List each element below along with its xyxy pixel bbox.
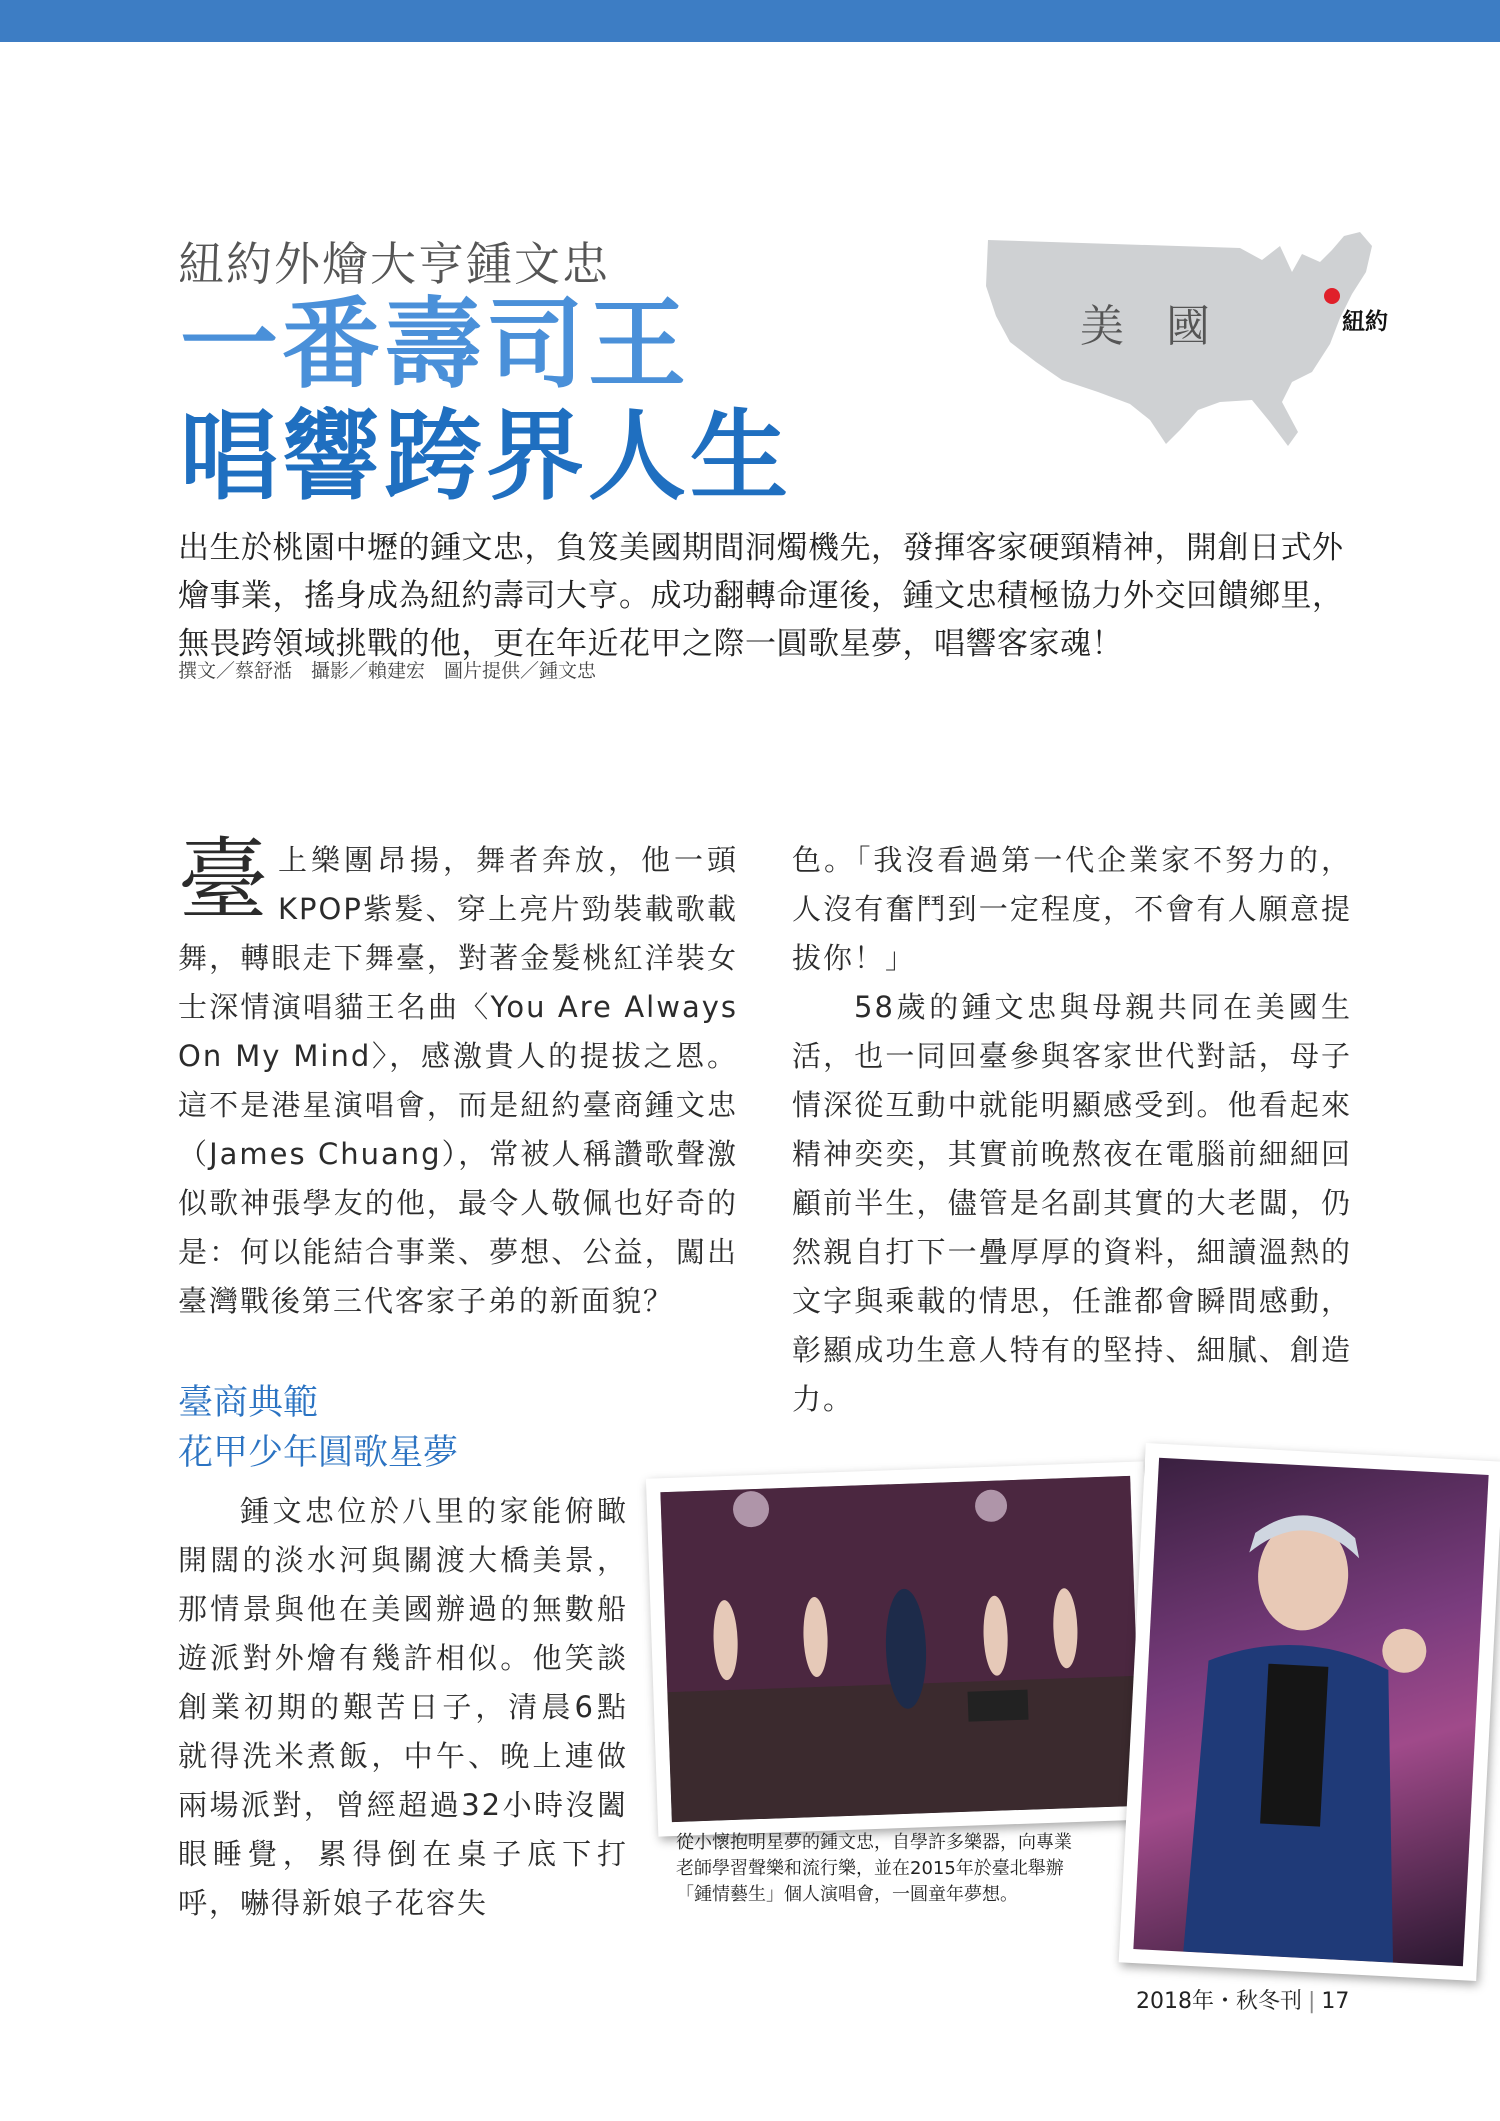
singer-scene — [1133, 1458, 1488, 1967]
body-column-1 — [178, 828, 738, 1326]
body-paragraph-2: 色。「我沒看過第一代企業家不努力的，人沒有奮鬥到一定程度，不會有人願意提拔你！」 — [792, 843, 1352, 975]
body-column-3 — [178, 1487, 628, 1928]
drop-cap: 臺 — [178, 828, 270, 933]
section-subhead — [178, 1378, 458, 1478]
body-paragraph-3: 58歲的鍾文忠與母親共同在美國生活，也一同回臺參與客家世代對話，母子情深從互動中就能明顯感受到。他看起來精神奕奕，其實前晚熬夜在電腦前細細回顧前半生，儘管是名副其實的大老闆，仍然親自打下一疊厚厚的資料，細讀溫熱的文字與乘載的情思，任誰都會瞬間感動，彰顯成功生意人特有的堅持、細膩、創造力。 — [792, 990, 1352, 1416]
page-number: 17 — [1321, 1989, 1350, 2014]
body-column-2 — [792, 836, 1352, 1424]
page-footer — [1136, 1984, 1349, 2015]
issue-label: 2018年・秋冬刊 — [1136, 1989, 1302, 2014]
article-kicker: 紐約外燴大亨鍾文忠 — [178, 237, 610, 291]
article-lead: 出生於桃園中壢的鍾文忠，負笈美國期間洞燭機先，發揮客家硬頸精神，開創日式外燴事業，搖身成為紐約壽司大亨。成功翻轉命運後，鍾文忠積極協力外交回饋鄉里，無畏跨領域挑戰的他，更在年近花甲之際一圓歌星夢，唱響客家魂！ — [178, 530, 1344, 662]
subhead-line2: 花甲少年圓歌星夢 — [178, 1433, 459, 1473]
new-york-marker — [1324, 288, 1340, 304]
article-title-line2: 唱響跨界人生 — [180, 400, 793, 514]
subhead-line1: 臺商典範 — [178, 1383, 319, 1423]
article-credits: 撰文／蔡舒湉 攝影／賴建宏 圖片提供／鍾文忠 — [178, 660, 597, 682]
singer-portrait-photo — [1119, 1443, 1500, 1981]
photo-caption: 從小懷抱明星夢的鍾文忠，自學許多樂器，向專業老師學習聲樂和流行樂，並在2015年於臺北舉辦「鍾情藝生」個人演唱會，一圓童年夢想。 — [676, 1832, 1072, 1905]
map-country-label: 美 國 — [1080, 301, 1224, 352]
concert-stage-photo — [646, 1461, 1156, 1836]
footer-separator: | — [1308, 1989, 1316, 2014]
stage-scene — [660, 1476, 1141, 1822]
body-paragraph-1: 上樂團昂揚，舞者奔放，他一頭KPOP紫髮、穿上亮片勁裝載歌載舞，轉眼走下舞臺，對著金髮桃紅洋裝女士深情演唱貓王名曲〈You Are Always On My Mind〉，感激貴人的提拔之恩。這不是港星演唱會，而是紐約臺商鍾文忠（James Chuang），常被人稱讚歌聲激似歌神張學友的他，最令人敬佩也好奇的是：何以能結合事業、夢想、公益，闖出臺灣戰後第三代客家子弟的新面貌？ — [178, 843, 738, 1318]
map-city-label: 紐約 — [1342, 309, 1388, 335]
header-bar — [0, 0, 1500, 42]
body-paragraph-4: 鍾文忠位於八里的家能俯瞰開闊的淡水河與關渡大橋美景，那情景與他在美國辦過的無數船遊派對外燴有幾許相似。他笑談創業初期的艱苦日子，清晨6點就得洗米煮飯，中午、晚上連做兩場派對，曾經超過32小時沒闔眼睡覺，累得倒在桌子底下打呼，嚇得新娘子花容失 — [178, 1494, 628, 1920]
article-title-line1: 一番壽司王 — [180, 288, 691, 402]
